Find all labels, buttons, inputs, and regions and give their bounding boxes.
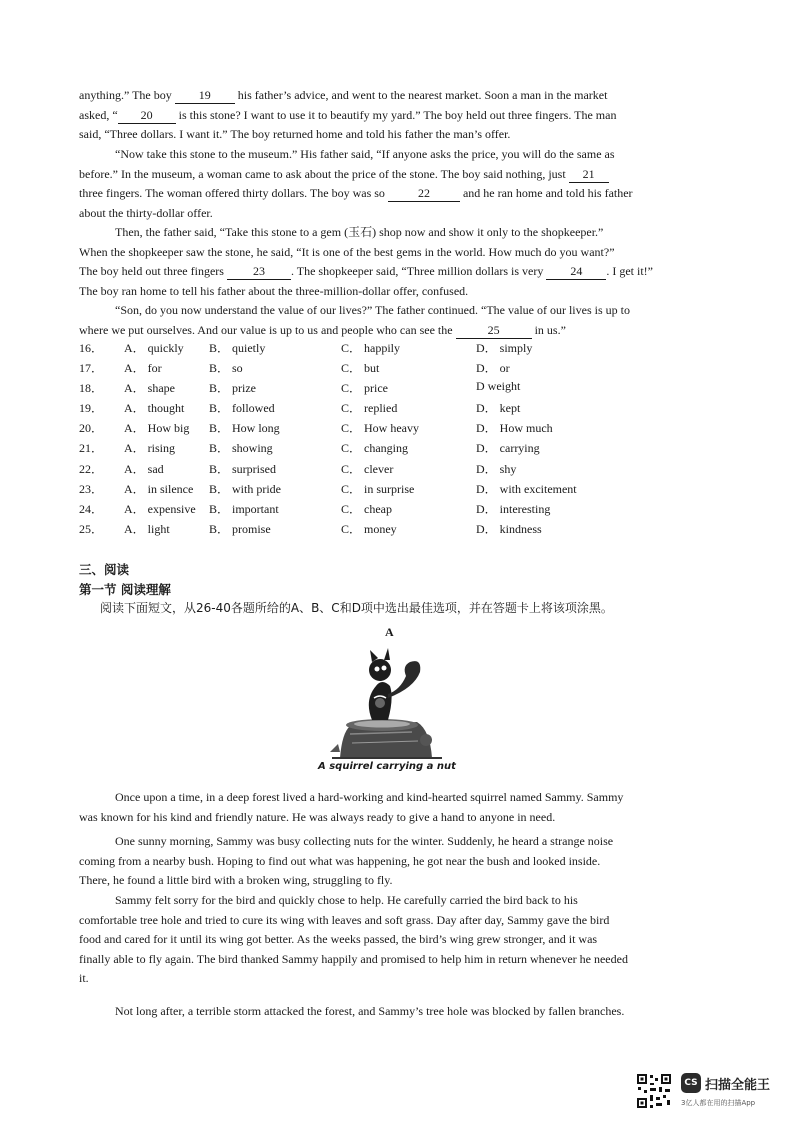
option-b[interactable]: B． promise — [209, 521, 271, 536]
option-d[interactable]: D． kept — [476, 401, 521, 416]
story-line: Once upon a time, in a deep forest lived a hard-working and kind-hearted squirrel named Sammy. Sammy — [115, 790, 624, 804]
option-b[interactable]: B． prize — [209, 381, 256, 396]
option-row — [79, 399, 719, 419]
option-a[interactable]: A． light — [124, 521, 170, 536]
option-d[interactable]: D． carrying — [476, 441, 540, 456]
option-b[interactable]: B． followed — [209, 401, 275, 416]
blank-25[interactable]: 25 — [456, 323, 532, 339]
option-b[interactable]: B． quietly — [209, 341, 266, 355]
option-c[interactable]: C． price — [341, 381, 388, 396]
text: . The shopkeeper said, “Three million dollars is very — [290, 264, 544, 279]
option-b[interactable]: B． showing — [209, 441, 273, 456]
answer-options — [79, 339, 719, 540]
option-d[interactable]: D． interesting — [476, 501, 551, 516]
passage-letter: A — [385, 625, 394, 639]
text: and he ran home and told his father — [462, 186, 633, 201]
story-line: finally able to fly again. The bird thanked Sammy happily and promised to help him in return whenever he needed — [79, 951, 628, 966]
passage-line: The boy ran home to tell his father about the three-million-dollar offer, confused. — [79, 283, 469, 298]
option-a[interactable]: A． shape — [124, 381, 175, 396]
option-b[interactable]: B． How long — [209, 421, 280, 436]
question-number: 19． — [79, 401, 104, 416]
blank-22[interactable]: 22 — [388, 186, 460, 202]
text: . I get it!” — [606, 264, 653, 279]
option-d[interactable]: D． or — [476, 361, 510, 376]
option-row — [79, 480, 719, 500]
option-row — [79, 419, 719, 439]
story-paragraph-4 — [79, 1002, 715, 1022]
passage-line — [79, 165, 715, 185]
passage-paragraph-4 — [79, 301, 715, 340]
option-a[interactable]: A． thought — [124, 401, 185, 416]
option-d[interactable]: D． simply — [476, 341, 533, 355]
option-a[interactable]: A． How big — [124, 421, 190, 436]
option-d[interactable]: D． with excitement — [476, 481, 577, 496]
option-d[interactable]: D． How much — [476, 421, 553, 436]
story-paragraph-1 — [79, 788, 715, 827]
option-d[interactable]: D weight — [476, 379, 521, 394]
option-d[interactable]: D． shy — [476, 461, 517, 476]
blank-19[interactable]: 19 — [175, 88, 235, 104]
story-line: There, he found a little bird with a broken wing, struggling to fly. — [79, 873, 393, 888]
text: is this stone? I want to use it to beautify my yard.” The boy held out three fingers. The man — [178, 107, 617, 122]
story-line: food and cared for it until its wing got better. As the weeks passed, the bird’s wing grew stronger, and it was — [79, 932, 598, 947]
scanner-app-tagline: 3亿人都在用的扫描App — [681, 1099, 756, 1107]
passage-line — [79, 184, 715, 204]
option-c[interactable]: C． happily — [341, 341, 400, 355]
text: in us.” — [534, 322, 566, 337]
story-line: One sunny morning, Sammy was busy collecting nuts for the winter. Suddenly, he heard a strange noise — [115, 834, 614, 848]
text: three fingers. The woman offered thirty dollars. The boy was so — [79, 186, 385, 201]
passage-line — [79, 262, 715, 282]
image-caption: A squirrel carrying a nut — [318, 761, 456, 772]
question-number: 23． — [79, 481, 104, 496]
option-b[interactable]: B． important — [209, 501, 279, 516]
option-c[interactable]: C． in surprise — [341, 481, 415, 496]
passage-line: Then, the father said, “Take this stone to a gem (玉石) shop now and show it only to the shopkeeper.” — [115, 225, 604, 239]
story-line: Not long after, a terrible storm attacked the forest, and Sammy’s tree hole was blocked by fallen branches. — [115, 1004, 625, 1018]
option-row — [79, 500, 719, 520]
text: The boy held out three fingers — [79, 264, 224, 279]
option-c[interactable]: C． How heavy — [341, 421, 419, 436]
option-c[interactable]: C． clever — [341, 461, 394, 476]
option-b[interactable]: B． so — [209, 361, 243, 376]
question-number: 21． — [79, 441, 104, 456]
text: where we put ourselves. And our value is up to us and people who can see the — [79, 322, 453, 337]
blank-20[interactable]: 20 — [118, 108, 176, 124]
option-a[interactable]: A． expensive — [124, 501, 196, 516]
passage-paragraph-3 — [79, 223, 715, 301]
question-number: 17． — [79, 361, 104, 376]
passage-paragraph-2 — [79, 145, 715, 223]
option-row — [79, 379, 719, 399]
question-number: 22． — [79, 461, 104, 476]
passage-line: “Now take this stone to the museum.” His father said, “If anyone asks the price, you will do the same as — [115, 147, 615, 161]
option-row — [79, 439, 719, 459]
story-line: was known for his kind and friendly nature. He was always ready to give a hand to anyone in need. — [79, 809, 556, 824]
blank-24[interactable]: 24 — [546, 264, 606, 280]
option-a[interactable]: A． sad — [124, 461, 164, 476]
story-line: Sammy felt sorry for the bird and quickly chose to help. He carefully carried the bird back to his — [115, 893, 578, 907]
question-number: 16． — [79, 341, 104, 355]
passage-line: When the shopkeeper saw the stone, he said, “It is one of the best gems in the world. How much do you want?” — [79, 244, 615, 259]
question-number: 25． — [79, 521, 104, 536]
option-row — [79, 460, 719, 480]
blank-21[interactable]: 21 — [569, 167, 609, 183]
option-row — [79, 520, 719, 540]
blank-23[interactable]: 23 — [227, 264, 291, 280]
question-number: 24． — [79, 501, 104, 516]
squirrel-figure — [369, 648, 420, 720]
option-a[interactable]: A． quickly — [124, 341, 184, 355]
story-line: comfortable tree hole and tried to cure its wing with leaves and soft grass. Day after day, Sammy gave the bird — [79, 912, 610, 927]
passage-line: “Son, do you now understand the value of our lives?” The father continued. “The value of our lives is up to — [115, 303, 630, 317]
question-number: 20． — [79, 421, 104, 436]
option-d[interactable]: D． kindness — [476, 521, 542, 536]
passage-line: about the thirty-dollar offer. — [79, 205, 213, 220]
tree-stump — [330, 719, 442, 758]
question-number: 18． — [79, 381, 104, 396]
passage-line: said, “Three dollars. I want it.” The boy returned home and told his father the man’s offer. — [79, 127, 511, 142]
option-c[interactable]: C． but — [341, 361, 380, 376]
reading-instruction: 阅读下面短文，从26-40各题所给的A、B、C和D项中选出最佳选项，并在答题卡上将该项涂黑。 — [100, 601, 613, 615]
story-paragraph-3 — [79, 891, 715, 989]
option-c[interactable]: C． changing — [341, 441, 408, 456]
option-c[interactable]: C． replied — [341, 401, 398, 416]
option-b[interactable]: B． surprised — [209, 461, 276, 476]
text: before.” In the museum, a woman came to ask about the price of the stone. The boy said nothing, just — [79, 166, 566, 181]
scanner-app-name: 扫描全能王 — [705, 1078, 771, 1093]
text: asked, “ — [79, 107, 118, 122]
text: his father’s advice, and went to the nearest market. Soon a man in the market — [237, 88, 608, 102]
option-row — [79, 359, 719, 379]
section-heading: 三、阅读 — [79, 562, 130, 577]
story-line: coming from a nearby bush. Hoping to find out what was happening, he got near the bush and looked inside. — [79, 853, 601, 868]
passage-line — [79, 106, 715, 126]
text: anything.” The boy — [79, 88, 172, 102]
qr-code-icon — [636, 1073, 672, 1109]
option-c[interactable]: C． cheap — [341, 501, 392, 516]
passage-paragraph-1 — [79, 86, 715, 145]
section-subheading: 第一节 阅读理解 — [79, 582, 171, 597]
option-c[interactable]: C． money — [341, 521, 397, 536]
squirrel-illustration — [322, 648, 447, 760]
option-a[interactable]: A． in silence — [124, 481, 194, 496]
option-a[interactable]: A． rising — [124, 441, 176, 456]
scanner-logo-icon: CS — [681, 1073, 701, 1093]
option-b[interactable]: B． with pride — [209, 481, 281, 496]
story-line: it. — [79, 971, 89, 986]
option-a[interactable]: A． for — [124, 361, 162, 376]
option-row — [79, 339, 719, 359]
passage-line — [79, 321, 715, 341]
story-paragraph-2 — [79, 832, 715, 891]
passage-line — [79, 86, 715, 106]
